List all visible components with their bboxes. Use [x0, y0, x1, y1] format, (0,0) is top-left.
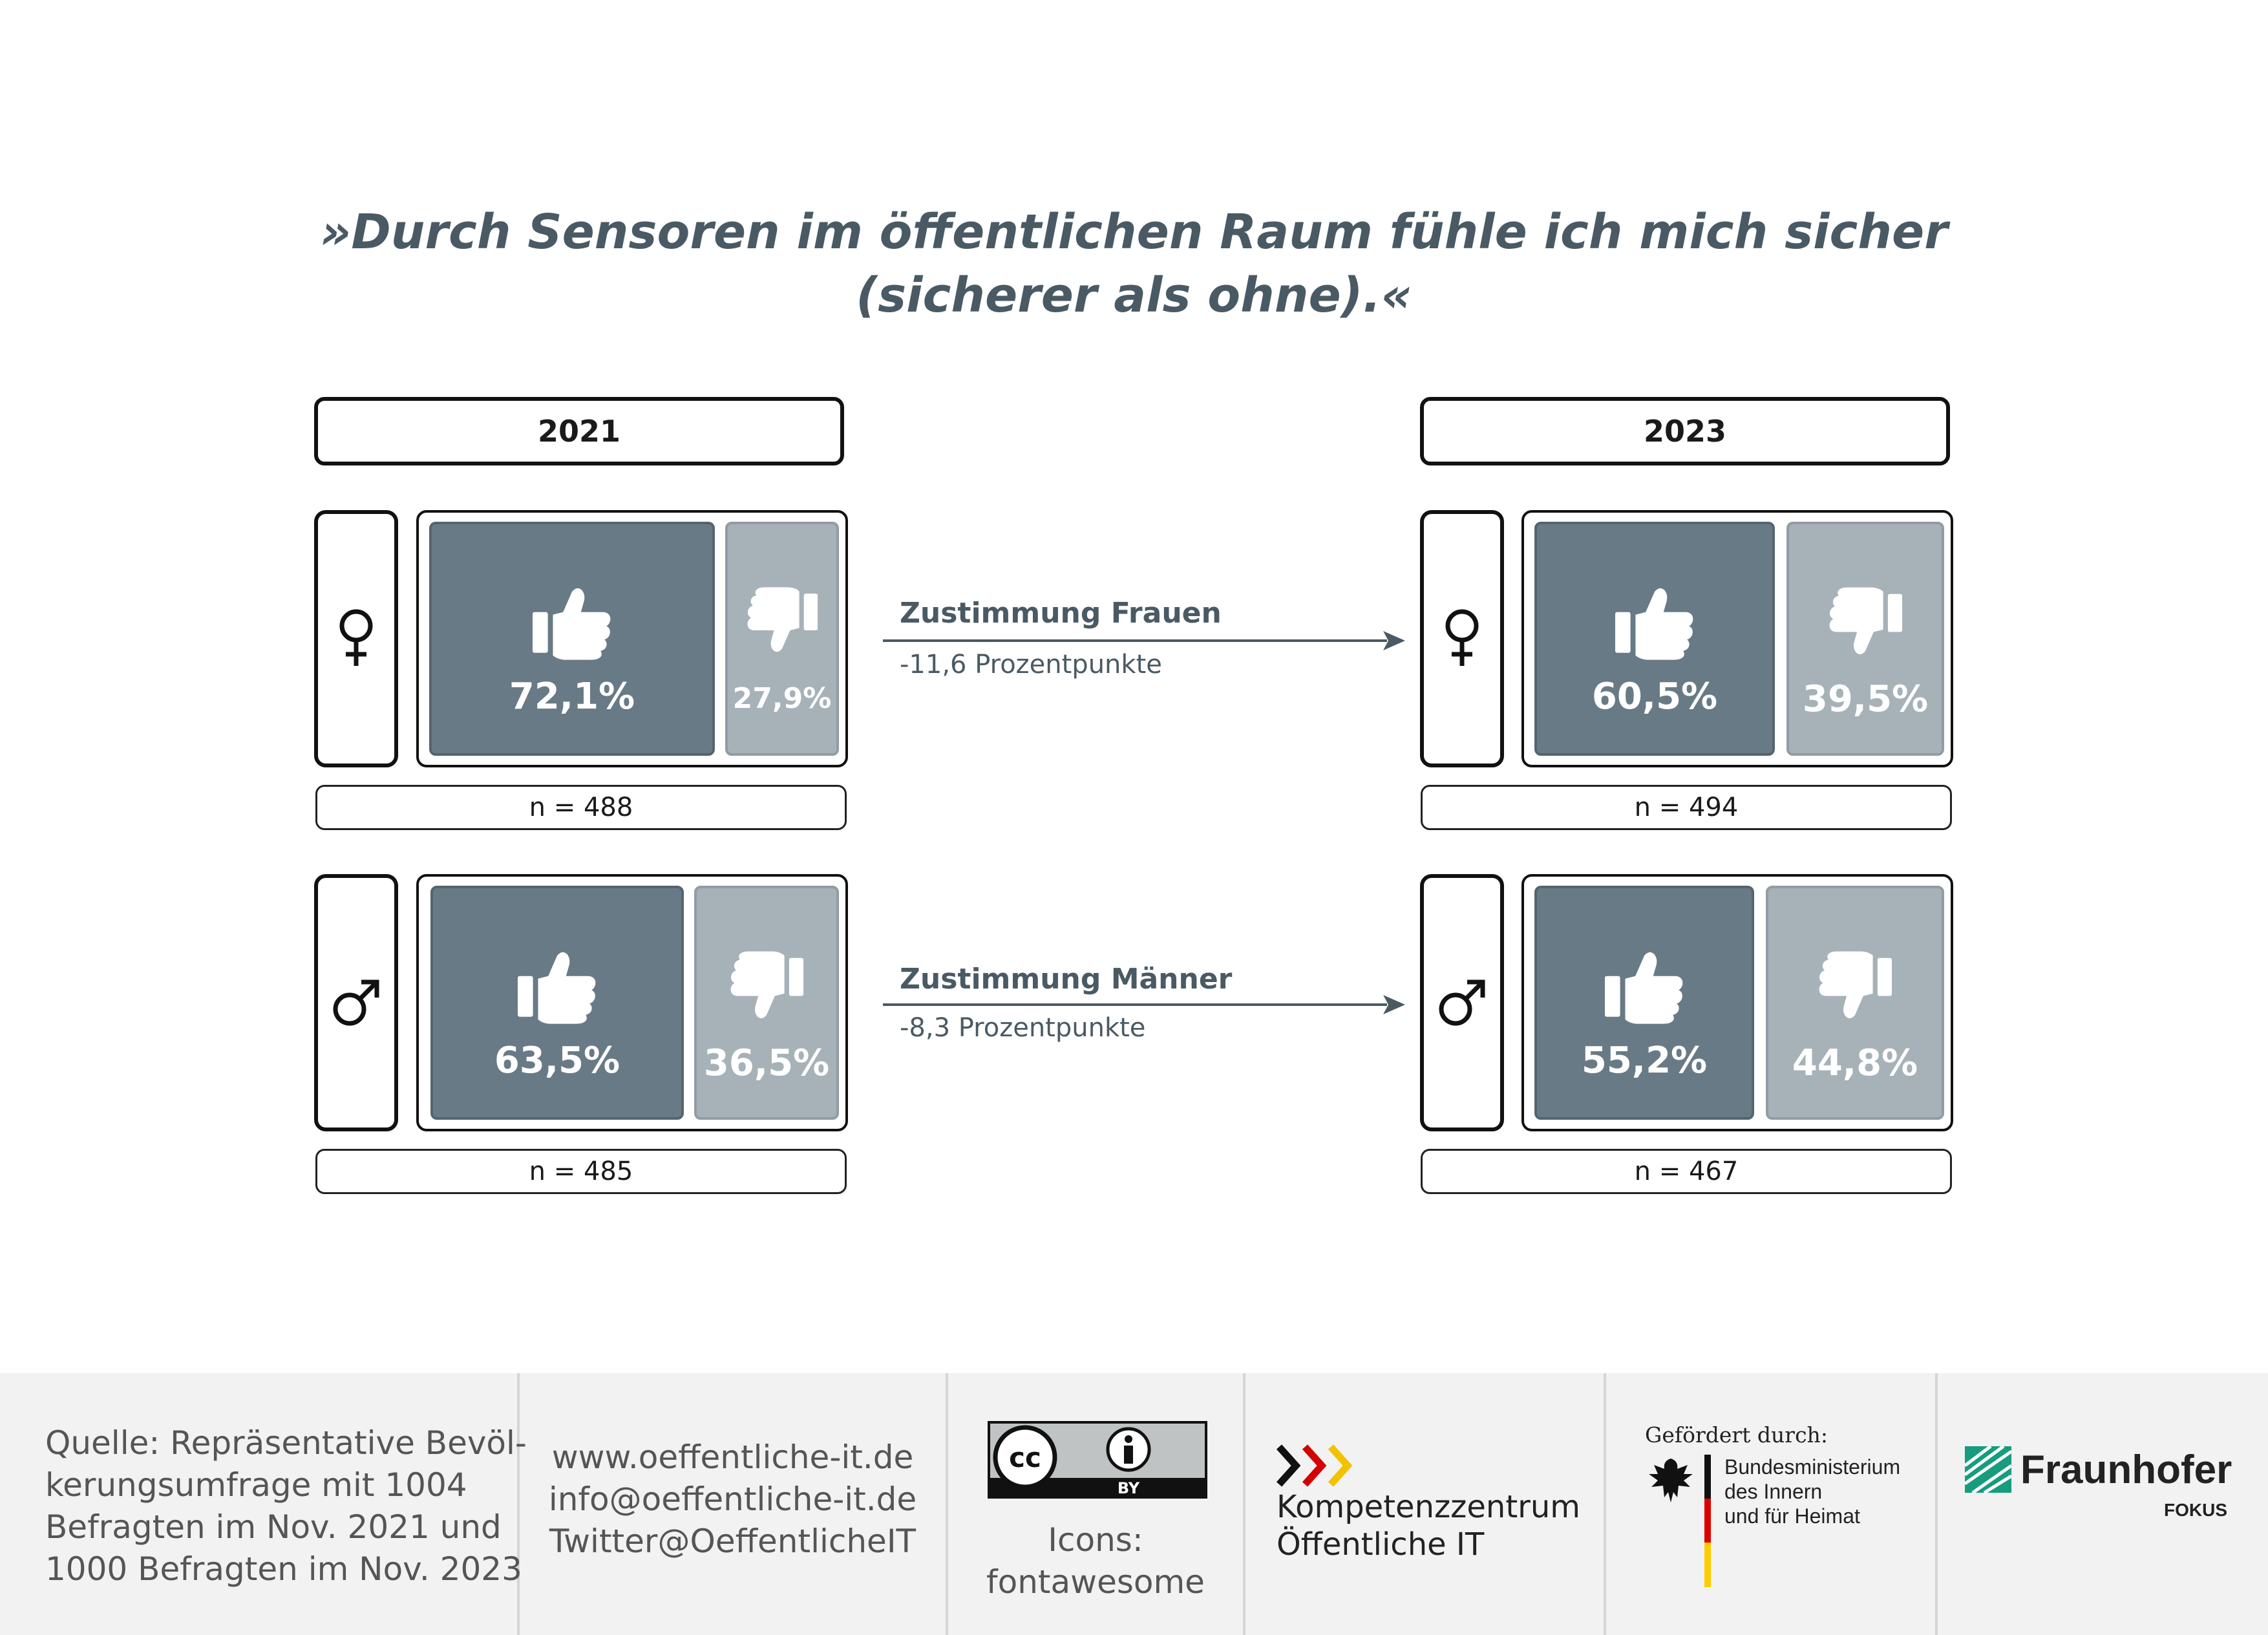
- fraunhofer-logo-icon: [1965, 1446, 2011, 1493]
- ministry-line: des Innern: [1724, 1480, 1823, 1503]
- source-note: [45, 1422, 527, 1590]
- funded-by-label: Gefördert durch:: [1645, 1422, 1828, 1448]
- thumbs-down-icon: [747, 586, 818, 654]
- icons-credit-line: Icons:: [1048, 1521, 1143, 1559]
- thumbs-up-icon: [518, 950, 597, 1025]
- bar-agree-men-2021: [430, 886, 684, 1120]
- sample-size-label: n = 467: [1634, 1157, 1739, 1186]
- data-label-agree: 72,1%: [509, 676, 635, 718]
- change-label-women: Zustimmung Frauen: [900, 597, 1222, 630]
- website-link[interactable]: www.oeffentliche-it.de: [551, 1438, 914, 1476]
- data-label-disagree: 27,9%: [732, 682, 832, 715]
- female-symbol-icon: [332, 608, 381, 670]
- data-label-agree: 60,5%: [1591, 676, 1718, 718]
- data-label-disagree: 44,8%: [1792, 1042, 1918, 1084]
- thumbs-up-icon: [533, 586, 611, 661]
- kompetenzzentrum-logo: [1277, 1488, 1580, 1563]
- change-value-men: -8,3 Prozentpunkte: [900, 1013, 1146, 1043]
- email-link[interactable]: info@oeffentliche-it.de: [548, 1480, 917, 1518]
- cc-icon: cc: [1009, 1442, 1041, 1473]
- bar-women-2023: [1521, 510, 1953, 767]
- sample-size-women-2023: [1421, 785, 1952, 830]
- icons-credit: [948, 1519, 1243, 1603]
- male-symbol-icon: [1437, 977, 1487, 1029]
- bar-agree-women-2023: [1534, 522, 1775, 756]
- bar-disagree-women-2023: [1786, 522, 1944, 756]
- male-symbol-icon: [332, 977, 381, 1029]
- source-line: kerungsumfrage mit 1004: [45, 1466, 467, 1504]
- footer-divider: [1935, 1373, 1938, 1635]
- year-label: 2023: [1643, 414, 1727, 449]
- female-symbol-icon: [1437, 608, 1487, 670]
- data-label-agree: 63,5%: [494, 1040, 620, 1082]
- ministry-line: Bundesministerium: [1724, 1455, 1901, 1479]
- sample-size-label: n = 494: [1634, 793, 1739, 822]
- sample-size-label: n = 485: [529, 1157, 633, 1186]
- footer-divider: [1243, 1373, 1245, 1635]
- source-line: Quelle: Repräsentative Bevöl-: [45, 1424, 527, 1462]
- bar-women-2021: [416, 510, 848, 767]
- bar-disagree-men-2023: [1766, 886, 1944, 1120]
- change-label-men: Zustimmung Männer: [900, 963, 1233, 996]
- female-symbol-box: [1420, 510, 1504, 767]
- twitter-link[interactable]: Twitter@OeffentlicheIT: [549, 1523, 917, 1560]
- data-label-disagree: 39,5%: [1802, 678, 1929, 720]
- icons-credit-line: fontawesome: [986, 1563, 1205, 1601]
- change-value-women: -11,6 Prozentpunkte: [900, 650, 1162, 679]
- footer-divider: [1604, 1373, 1606, 1635]
- thumbs-up-icon: [1615, 586, 1694, 661]
- sample-size-men-2021: [315, 1149, 847, 1194]
- male-symbol-box: [314, 874, 398, 1131]
- year-label: 2021: [537, 414, 621, 449]
- bar-disagree-men-2021: [694, 886, 839, 1120]
- bar-men-2023: [1521, 874, 1953, 1131]
- bar-agree-men-2023: [1534, 886, 1754, 1120]
- source-line: 1000 Befragten im Nov. 2023: [45, 1550, 522, 1588]
- kompetenz-line: Kompetenzzentrum: [1277, 1489, 1581, 1525]
- bar-agree-women-2021: [429, 522, 715, 756]
- year-header-2021: [314, 397, 844, 465]
- year-header-2023: [1420, 397, 1950, 465]
- data-label-disagree: 36,5%: [703, 1042, 830, 1084]
- kompetenz-line: Öffentliche IT: [1277, 1526, 1485, 1563]
- bar-disagree-women-2021: [725, 522, 839, 756]
- fraunhofer-wordmark: Fraunhofer: [2020, 1448, 2232, 1492]
- thumbs-down-icon: [1828, 586, 1902, 656]
- contact-info: [520, 1437, 946, 1563]
- federal-eagle-icon: [1645, 1455, 1697, 1506]
- german-flag-stripe: [1704, 1455, 1711, 1587]
- fokus-label: FOKUS: [2164, 1500, 2227, 1520]
- sample-size-women-2021: [315, 785, 847, 830]
- bar-men-2021: [416, 874, 848, 1131]
- data-label-agree: 55,2%: [1581, 1040, 1708, 1082]
- female-symbol-box: [314, 510, 398, 767]
- chart-title-line-1: »Durch Sensoren im öffentlichen Raum fühle ich mich sicher: [320, 204, 1948, 260]
- male-symbol-box: [1420, 874, 1504, 1131]
- cc-by-license-badge: [988, 1421, 1207, 1499]
- by-label: BY: [1117, 1479, 1140, 1497]
- ministry-line: und für Heimat: [1724, 1504, 1860, 1528]
- chart-title-line-2: (sicherer als ohne).«: [856, 268, 1412, 323]
- sample-size-men-2023: [1421, 1149, 1952, 1194]
- ministry-name: [1724, 1455, 1900, 1528]
- chevrons-logo-icon: [1277, 1443, 1367, 1488]
- thumbs-down-icon: [730, 950, 803, 1020]
- chart-title: [0, 200, 2268, 327]
- source-line: Befragten im Nov. 2021 und: [45, 1508, 502, 1546]
- thumbs-down-icon: [1818, 950, 1892, 1020]
- thumbs-up-icon: [1605, 950, 1684, 1025]
- sample-size-label: n = 488: [529, 793, 633, 822]
